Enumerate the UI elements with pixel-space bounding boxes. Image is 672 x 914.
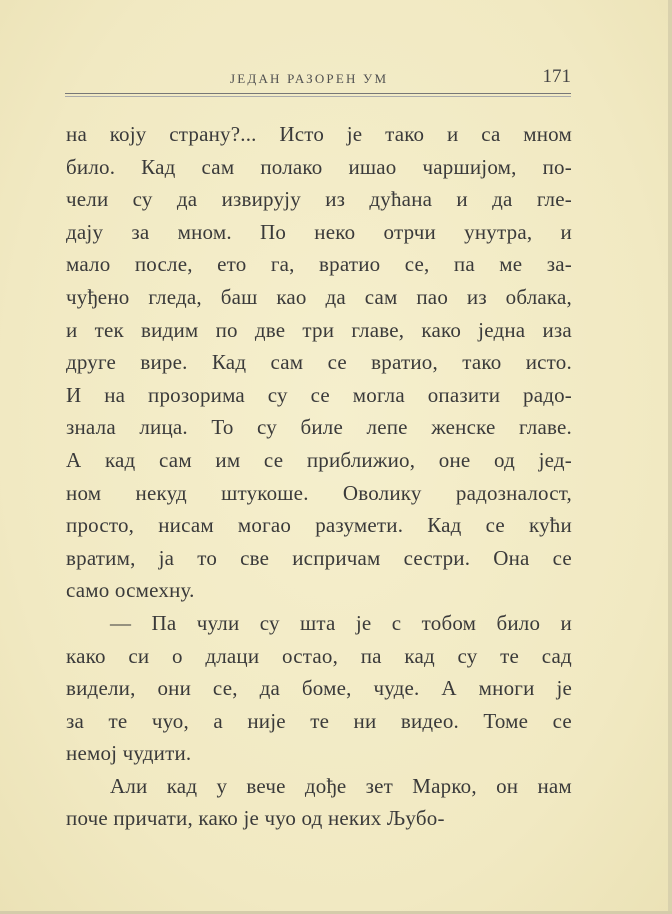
word: Па	[151, 610, 177, 635]
word: да	[176, 187, 198, 212]
word: су	[457, 643, 478, 668]
word: дућана	[369, 187, 433, 212]
word: Оволику	[342, 480, 422, 505]
text-line	[66, 640, 572, 673]
text-line	[66, 672, 572, 705]
word: ме	[499, 252, 523, 277]
word: нисам	[158, 513, 214, 538]
word: ја	[158, 545, 175, 570]
header-rule-thin	[65, 96, 571, 97]
word: извирују	[221, 187, 301, 212]
word: видим	[141, 317, 199, 342]
text-line: само осмехну.	[66, 578, 195, 603]
word: да	[259, 676, 280, 701]
word: да	[325, 284, 346, 309]
word: женске	[431, 415, 496, 440]
word: су	[132, 187, 153, 212]
word: зет	[365, 773, 393, 798]
word: просто,	[66, 513, 135, 538]
word: знала	[66, 415, 116, 440]
word: две	[254, 317, 286, 342]
word: приближио,	[306, 447, 416, 472]
word: мном.	[177, 219, 232, 244]
text-line	[66, 281, 572, 314]
word: мало	[66, 252, 111, 277]
word: радо-	[523, 382, 572, 407]
word: главе,	[351, 317, 405, 342]
word: сестри.	[403, 545, 471, 570]
word: вире.	[140, 350, 188, 375]
word: вратим,	[66, 545, 136, 570]
word: —	[110, 610, 132, 635]
word: се	[263, 447, 284, 472]
word: остао,	[281, 643, 339, 668]
word: чуо,	[151, 708, 189, 733]
word: да	[492, 187, 513, 212]
word: тако	[385, 122, 425, 146]
page-header	[65, 66, 571, 92]
word: А	[66, 447, 82, 472]
text-line	[66, 151, 572, 184]
word: Томе	[483, 708, 529, 733]
text-line	[66, 705, 572, 738]
word: чели	[66, 187, 109, 212]
word: чули	[196, 610, 240, 635]
word: ишао	[348, 154, 397, 179]
word: по-	[542, 154, 572, 179]
word: лица.	[139, 415, 188, 440]
word: било	[496, 610, 541, 635]
word: на	[104, 382, 126, 407]
word: једна	[478, 317, 526, 342]
word: оне	[438, 447, 471, 472]
word: те	[108, 708, 128, 733]
word: кући	[528, 513, 572, 538]
word: су	[257, 415, 277, 440]
word: са	[481, 122, 501, 146]
page-number: 171	[542, 66, 571, 87]
word: Марко,	[412, 773, 477, 798]
word: било.	[66, 154, 116, 179]
word: како	[421, 317, 462, 342]
word: А	[441, 676, 457, 701]
word: из	[466, 284, 487, 309]
word: три	[302, 317, 335, 342]
running-head: ЈЕДАН РАЗОРЕН УМ	[230, 71, 389, 86]
text-line	[66, 477, 572, 510]
word: се,	[212, 676, 238, 701]
word: унутра,	[464, 219, 533, 244]
word: иза	[542, 317, 572, 342]
word: за	[131, 219, 150, 244]
word: за	[66, 708, 85, 733]
word: длаци	[205, 643, 260, 668]
word: а	[213, 708, 223, 733]
word: Кад	[141, 154, 176, 179]
word: о	[171, 643, 183, 668]
word: тобом	[421, 610, 477, 635]
word: те	[500, 643, 520, 668]
word: ето	[217, 252, 247, 277]
word: страну?...	[169, 122, 257, 146]
text-line	[66, 118, 572, 151]
body-text	[66, 118, 572, 835]
word: и	[66, 317, 78, 342]
word: је	[355, 610, 372, 635]
text-line	[66, 248, 572, 281]
word: се	[552, 545, 572, 570]
word: кад	[166, 773, 198, 798]
word: су	[267, 382, 288, 407]
word: биле	[300, 415, 344, 440]
text-line	[66, 509, 572, 542]
word: могла	[352, 382, 405, 407]
text-line	[66, 216, 572, 249]
word: као	[276, 284, 307, 309]
word: се	[485, 513, 505, 538]
word: чуде.	[373, 676, 420, 701]
word: видео.	[400, 708, 459, 733]
word: Али	[110, 773, 148, 798]
word: некуд	[135, 480, 187, 505]
word: он	[496, 773, 519, 798]
word: како	[66, 643, 106, 668]
word: се,	[404, 252, 430, 277]
word: главе.	[519, 415, 572, 440]
word: дође	[304, 773, 347, 798]
word: гледа,	[148, 284, 202, 309]
word: и	[456, 187, 468, 212]
word: им	[215, 447, 241, 472]
page-edge	[668, 0, 672, 914]
text-line	[66, 314, 572, 347]
text-line	[66, 346, 572, 379]
word: разумети.	[315, 513, 404, 538]
word: они	[157, 676, 192, 701]
text-line	[66, 379, 572, 412]
word: па	[360, 643, 382, 668]
word: вратио,	[371, 350, 438, 375]
word: прозорима	[148, 382, 245, 407]
word: облака,	[505, 284, 572, 309]
word: чуђено	[66, 284, 130, 309]
word: те	[310, 708, 330, 733]
word: гле-	[536, 187, 572, 212]
word: и	[560, 610, 572, 635]
word: кад	[104, 447, 136, 472]
word: јед-	[538, 447, 572, 472]
word: се	[310, 382, 330, 407]
word: опазити	[427, 382, 501, 407]
word: сам	[159, 447, 192, 472]
word: и	[560, 219, 572, 244]
word: полако	[260, 154, 323, 179]
text-line	[66, 607, 572, 640]
word: после,	[134, 252, 193, 277]
word: мном	[523, 122, 572, 146]
word: у	[216, 773, 228, 798]
word: неко	[314, 219, 356, 244]
text-line	[66, 770, 572, 803]
word: није	[247, 708, 286, 733]
word: радозналост,	[455, 480, 572, 505]
word: се	[552, 708, 572, 733]
word: га,	[270, 252, 295, 277]
word: си	[128, 643, 150, 668]
text-line: немој чудити.	[66, 741, 192, 766]
word: је	[346, 122, 363, 146]
word: испричам	[292, 545, 381, 570]
word: Исто	[279, 122, 325, 146]
word: шта	[300, 610, 336, 635]
text-line	[66, 183, 572, 216]
word: чаршијом,	[422, 154, 517, 179]
word: нам	[537, 773, 572, 798]
word: многи	[478, 676, 535, 701]
word: друге	[66, 350, 117, 375]
word: за-	[546, 252, 572, 277]
word: отрчи	[383, 219, 436, 244]
word: штукоше.	[221, 480, 309, 505]
word: тако	[462, 350, 502, 375]
text-line: поче причати, како је чуо од неких Љубо-	[66, 806, 445, 831]
word: могао	[237, 513, 292, 538]
text-line	[66, 542, 572, 575]
word: То	[211, 415, 234, 440]
word: и	[447, 122, 459, 146]
word: од	[494, 447, 515, 472]
word: вратио	[319, 252, 381, 277]
word: дају	[66, 219, 104, 244]
word: то	[197, 545, 218, 570]
word: сад	[541, 643, 572, 668]
word: с	[391, 610, 402, 635]
word: су	[259, 610, 280, 635]
header-rule	[65, 93, 571, 94]
word: све	[240, 545, 270, 570]
word: вече	[246, 773, 286, 798]
word: боме,	[301, 676, 352, 701]
word: пао	[416, 284, 449, 309]
word: тек	[94, 317, 124, 342]
word: Кад	[211, 350, 247, 375]
word: ни	[353, 708, 377, 733]
word: сам	[270, 350, 304, 375]
word: из	[325, 187, 346, 212]
word: ном	[66, 480, 102, 505]
word: исто.	[525, 350, 572, 375]
text-line	[66, 411, 572, 444]
text-line	[66, 444, 572, 477]
word: видели,	[66, 676, 136, 701]
word: баш	[220, 284, 258, 309]
word: на	[66, 122, 87, 146]
word: па	[453, 252, 475, 277]
word: сам	[364, 284, 398, 309]
word: сам	[201, 154, 235, 179]
word: Кад	[427, 513, 462, 538]
word: Она	[493, 545, 530, 570]
word: И	[66, 382, 82, 407]
word: по	[215, 317, 238, 342]
word: лепе	[366, 415, 408, 440]
word: коју	[109, 122, 147, 146]
word: кад	[404, 643, 435, 668]
word: се	[327, 350, 347, 375]
word: По	[260, 219, 287, 244]
word: је	[556, 676, 572, 701]
